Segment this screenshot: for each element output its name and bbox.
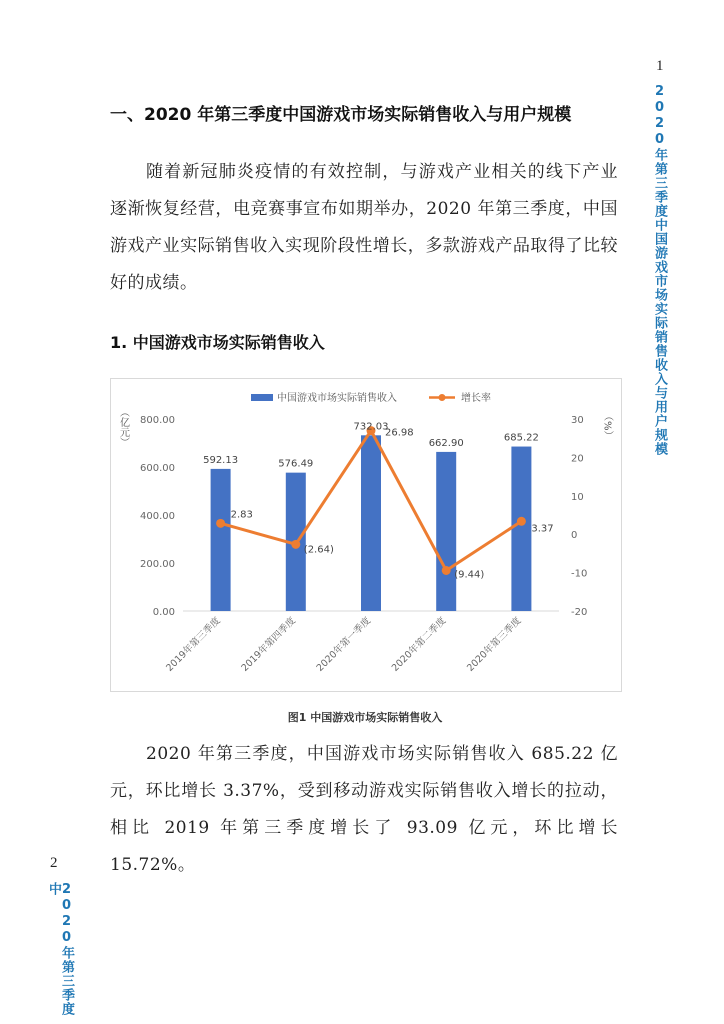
legend-bar-label: 中国游戏市场实际销售收入 <box>277 393 397 404</box>
side-title-left: 2020年第三季度中 <box>46 882 74 1016</box>
legend-bar-swatch <box>251 394 273 401</box>
growth-rate-label: (2.64) <box>303 544 334 556</box>
y-right-tick-label: 30 <box>571 415 584 426</box>
growth-rate-point <box>517 517 526 526</box>
paragraph-intro: 随着新冠肺炎疫情的有效控制，与游戏产业相关的线下产业逐渐恢复经营，电竞赛事宣布如期举办，2020 年第三季度，中国游戏产业实际销售收入实现阶段性增长，多款游戏产品取得了比较好的成绩。 <box>110 162 618 293</box>
bar-series <box>211 435 532 611</box>
growth-rate-label: 26.98 <box>385 427 414 439</box>
growth-rate-label: 3.37 <box>531 523 554 535</box>
y-axis-left-label <box>118 407 130 447</box>
bar-revenue <box>436 452 456 611</box>
figure-caption: 图1 中国游戏市场实际销售收入 <box>287 711 443 724</box>
y-axis-right-title: （%） <box>601 411 613 441</box>
y-left-tick-label: 400.00 <box>140 511 175 522</box>
growth-rate-point <box>291 540 300 549</box>
growth-rate-label: (9.44) <box>454 569 485 581</box>
bar-revenue <box>211 469 231 611</box>
growth-rate-label: 2.83 <box>230 509 253 521</box>
y-right-tick-label: 20 <box>571 453 584 465</box>
legend-line-marker <box>439 394 446 401</box>
x-tick-label: 2019年第四季度 <box>239 615 298 674</box>
growth-rate-point <box>216 519 225 528</box>
y-left-tick-label: 800.00 <box>140 415 175 426</box>
page-number-bottom: 2 <box>50 855 58 871</box>
x-tick-label: 2020年第一季度 <box>314 615 374 674</box>
subheading: 1. 中国游戏市场实际销售收入 <box>110 333 325 352</box>
y-right-tick-label: 10 <box>571 491 584 503</box>
x-tick-label: 2019年第三季度 <box>164 615 223 674</box>
bar-value-label: 592.13 <box>203 454 239 466</box>
bar-value-label: 576.49 <box>278 458 314 470</box>
bar-revenue <box>511 447 531 611</box>
x-tick-label: 2020年第二季度 <box>389 615 449 674</box>
y-right-tick-label: -20 <box>571 607 588 618</box>
side-title-right: 2020年第三季度中国游戏市场实际销售收入与用户规模 <box>652 84 667 456</box>
legend-line-label: 增长率 <box>461 393 491 404</box>
y-axis-left-title: （亿元） <box>117 407 129 447</box>
bar-revenue <box>361 435 381 611</box>
chart-legend <box>251 391 491 404</box>
growth-rate-point <box>442 566 451 575</box>
y-left-tick-label: 600.00 <box>140 463 175 474</box>
paragraph-summary: 2020 年第三季度，中国游戏市场实际销售收入 685.22 亿元，环比增长 3.37%，受到移动游戏实际销售收入增长的拉动，相比 2019 年第三季度增长了 93.09 亿元，环比增长 15.72%。 <box>110 744 618 875</box>
section-heading: 一、2020 年第三季度中国游戏市场实际销售收入与用户规模 <box>110 105 572 125</box>
y-axis-right-label <box>602 411 614 441</box>
bar-value-label: 685.22 <box>503 432 539 444</box>
x-tick-label: 2020年第三季度 <box>465 615 524 674</box>
bar-value-label: 662.90 <box>428 437 464 449</box>
y-right-tick-label: 0 <box>571 530 578 542</box>
y-left-tick-label: 200.00 <box>140 559 175 570</box>
revenue-chart <box>111 379 621 691</box>
y-left-tick-label: 0.00 <box>152 607 175 618</box>
y-right-tick-label: -10 <box>571 568 588 580</box>
bar-value-label: 732.03 <box>353 421 389 433</box>
page-number-top: 1 <box>656 58 664 74</box>
chart-container <box>110 378 622 692</box>
